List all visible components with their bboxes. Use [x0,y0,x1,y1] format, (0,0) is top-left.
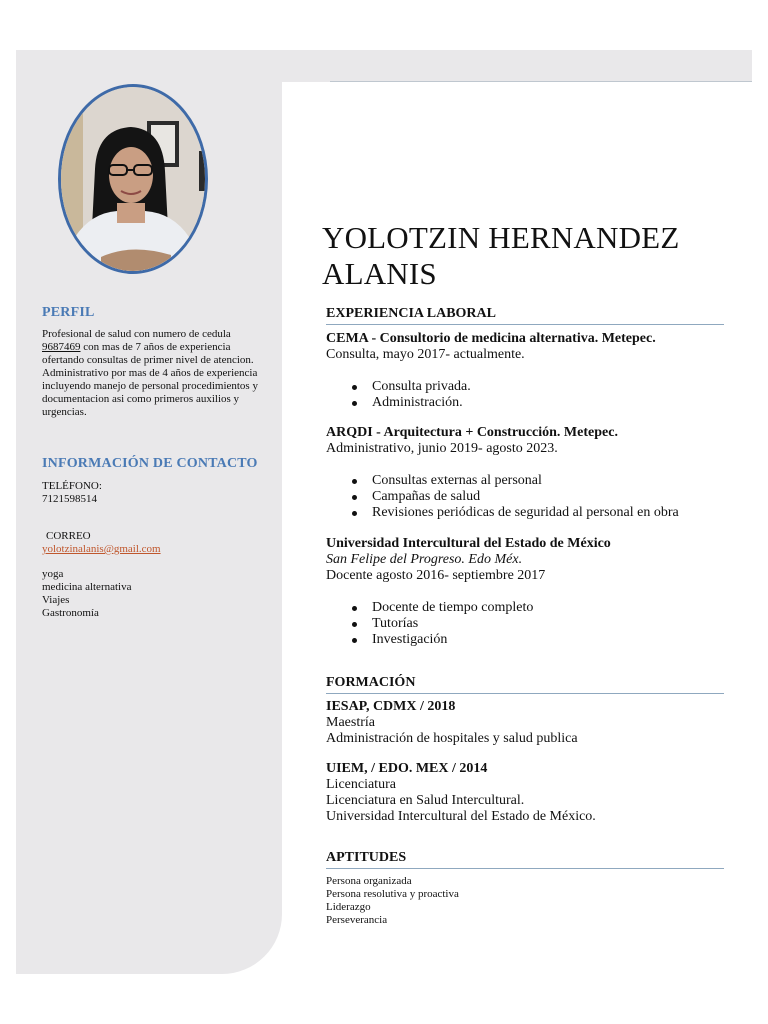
interests-list [42,568,267,620]
education-entry-iesap [326,699,726,747]
job-subtitle: Administrativo, junio 2019- agosto 2023. [326,441,558,456]
job-entry-uiem [326,536,726,648]
job-subtitle: Docente agosto 2016- septiembre 2017 [326,568,546,583]
education-title: UIEM, / EDO. MEX / 2014 [326,761,488,776]
email-link[interactable]: yolotzinalanis@gmail.com [42,543,161,555]
profile-text [42,328,267,419]
job-title: ARQDI - Arquitectura + Construcción. Metepec. [326,425,618,440]
job-title: CEMA - Consultorio de medicina alternativa. Metepec. [326,331,656,346]
job-location: San Felipe del Progreso. Edo Méx. [326,552,523,567]
candidate-name [322,220,742,292]
job-title: Universidad Intercultural del Estado de México [326,536,611,551]
portrait-image [61,87,205,271]
job-bullet: Consulta privada. [326,379,726,395]
job-subtitle: Consulta, mayo 2017- actualmente. [326,347,525,362]
education-title: IESAP, CDMX / 2018 [326,699,456,714]
contact-section [42,457,267,470]
main-panel [282,82,752,982]
license-number: 9687469 [42,341,81,353]
skills-heading: APTITUDES [326,850,724,869]
job-bullets [326,473,726,521]
job-bullets [326,379,726,411]
interest-item: yoga [42,568,64,580]
job-entry-arqdi [326,425,726,521]
profile-heading: PERFIL [42,305,95,320]
job-bullets [326,600,726,648]
skill-item: Persona resolutiva y proactiva [326,888,459,900]
job-bullet: Revisiones periódicas de seguridad al personal en obra [326,505,726,521]
email-block [42,530,267,556]
phone-label: TELÉFONO: [42,480,102,492]
job-entry-cema [326,331,726,411]
skills-list [326,875,726,927]
interest-item: Gastronomía [42,607,99,619]
profile-text-before: Profesional de salud con numero de cedula [42,328,231,340]
name-line-1: YOLOTZIN HERNANDEZ [322,220,680,255]
job-bullet: Administración. [326,395,726,411]
education-heading: FORMACIÓN [326,675,724,694]
education-line: Administración de hospitales y salud publica [326,731,578,746]
education-entry-uiem [326,761,726,825]
top-rule [330,81,752,82]
job-bullet: Tutorías [326,616,726,632]
education-line: Universidad Intercultural del Estado de México. [326,809,596,824]
job-bullet: Investigación [326,632,726,648]
experience-heading: EXPERIENCIA LABORAL [326,306,724,325]
job-bullet: Docente de tiempo completo [326,600,726,616]
phone-value: 7121598514 [42,493,97,505]
education-line: Licenciatura en Salud Intercultural. [326,793,525,808]
interests-block [42,568,267,620]
skill-item: Perseverancia [326,914,388,926]
contact-heading: INFORMACIÓN DE CONTACTO [42,456,258,471]
interest-item: medicina alternativa [42,581,132,593]
name-line-2: ALANIS [322,256,437,291]
profile-section [42,306,267,319]
job-bullet: Consultas externas al personal [326,473,726,489]
profile-photo [58,84,208,274]
interest-item: Viajes [42,594,70,606]
skill-item: Persona organizada [326,875,412,887]
phone-block [42,480,267,506]
skill-item: Liderazgo [326,901,371,913]
education-line: Licenciatura [326,777,396,792]
education-line: Maestría [326,715,375,730]
profile-text-after: con mas de 7 años de experiencia ofertando consultas de primer nivel de atencion. Administrativo por mas de 4 años de experiencia incluyendo manejo de personal procedimientos y documentacion asi como primeros auxilios y urgencias. [42,341,258,418]
email-label: CORREO [46,530,91,542]
job-bullet: Campañas de salud [326,489,726,505]
